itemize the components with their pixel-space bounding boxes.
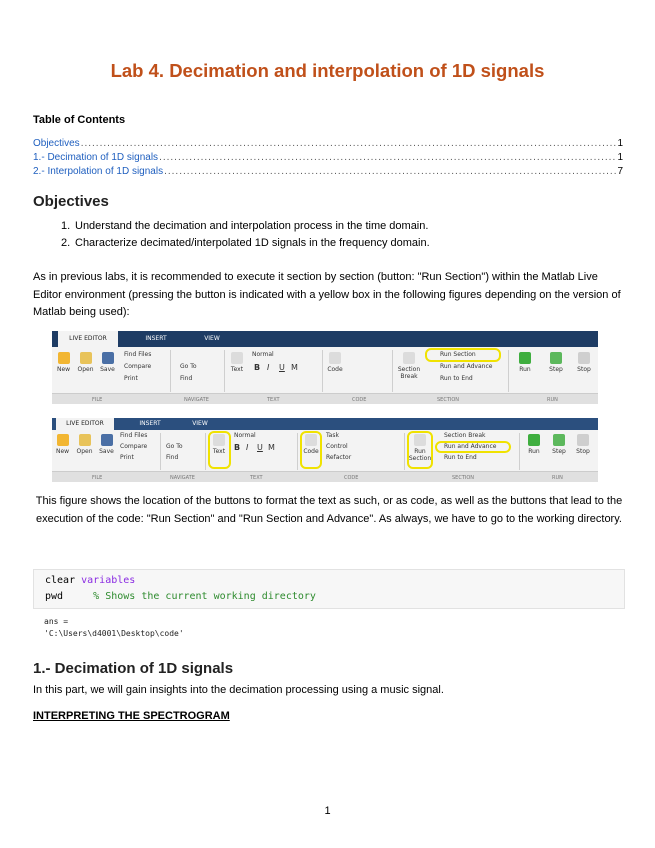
list-item: [61, 218, 430, 235]
objectives-list: [61, 218, 430, 252]
toolbar-ribbon: [52, 347, 598, 394]
save-button: Save: [98, 434, 115, 455]
toc-link[interactable]: 2.- Interpolation of 1D signals: [33, 166, 164, 177]
run-button: Run: [512, 352, 538, 373]
group-label: NAVIGATE: [170, 475, 195, 481]
code-button: Code: [302, 434, 320, 455]
stop-button: Stop: [572, 352, 596, 373]
section-heading: 1.- Decimation of 1D signals: [33, 660, 234, 677]
run-and-advance-item: Run and Advance: [440, 363, 493, 370]
step-button: Step: [548, 434, 570, 455]
compare-item: Compare: [124, 363, 152, 370]
print-item: Print: [120, 454, 134, 461]
underline-button: U: [279, 363, 285, 372]
group-label: SECTION: [452, 475, 475, 481]
code-button: Code: [326, 352, 344, 373]
section-break-icon: [403, 352, 415, 364]
code-line: pwd % Shows the current working directory: [45, 591, 316, 602]
print-item: Print: [124, 375, 138, 382]
figure-caption: This figure shows the location of the buttons to format the text as such, or as code, as well as the buttons that lead to the execution of the code: "Run Section" and "Run Section and Advance". As always, we have to go to the working directory.: [35, 495, 623, 525]
find-files-item: Find Files: [120, 432, 148, 439]
save-icon: [101, 434, 113, 446]
output-line: 'C:\Users\d4001\Desktop\code': [44, 629, 184, 638]
stop-icon: [578, 352, 590, 364]
run-to-end-item: Run to End: [444, 454, 477, 461]
toc-link[interactable]: Objectives: [33, 138, 80, 149]
toc-leader-dots: [159, 151, 616, 165]
toolbar-screenshot-1: [52, 331, 598, 404]
monospace-button: M: [268, 443, 275, 452]
group-label: TEXT: [267, 397, 280, 403]
style-normal-item: Normal: [234, 432, 256, 439]
list-number: 1.: [61, 220, 71, 232]
subsection-heading: INTERPRETING THE SPECTROGRAM: [33, 710, 230, 722]
stop-button: Stop: [572, 434, 594, 455]
group-label: FILE: [92, 475, 103, 481]
group-divider: [519, 433, 520, 470]
save-icon: [102, 352, 114, 364]
document-title: Lab 4. Decimation and interpolation of 1D signals: [110, 60, 545, 81]
toolbar-tab-strip: [52, 331, 598, 347]
table-of-contents: [33, 137, 623, 179]
toc-heading: Table of Contents: [33, 114, 126, 126]
group-label: CODE: [344, 475, 359, 481]
tab-insert: INSERT: [139, 420, 161, 427]
run-section-highlight-box: [407, 431, 433, 469]
toolbar-tab-strip: [52, 418, 598, 430]
text-button: Text: [210, 434, 228, 455]
new-button: New: [55, 352, 72, 373]
tab-live-editor: LIVE EDITOR: [56, 418, 114, 430]
monospace-button: M: [291, 363, 298, 372]
toolbar-screenshot-2: [52, 418, 598, 482]
toc-entry-interpolation[interactable]: [33, 165, 623, 179]
group-label: SECTION: [437, 397, 460, 403]
code-block[interactable]: [33, 569, 625, 609]
intro-paragraph: As in previous labs, it is recommended to execute it section by section (button: "Run Section") within the Matlab Live Editor environment (pressing the button is indicated with a yellow box in the following figures depending on the version of Matlab being used):: [33, 271, 621, 318]
run-button: Run: [522, 434, 546, 455]
list-number: 2.: [61, 237, 71, 249]
section-paragraph: In this part, we will gain insights into the decimation processing using a music signal.: [33, 684, 444, 696]
find-item: Find: [166, 454, 179, 461]
toc-entry-objectives[interactable]: [33, 137, 623, 151]
new-icon: [57, 434, 69, 446]
group-divider: [160, 433, 161, 470]
tab-insert: INSERT: [145, 335, 167, 342]
tab-view: VIEW: [204, 335, 220, 342]
step-icon: [553, 434, 565, 446]
group-label: CODE: [352, 397, 367, 403]
toc-page-number: 7: [617, 166, 623, 177]
list-item-text: Understand the decimation and interpolation process in the time domain.: [75, 220, 429, 232]
list-item: [61, 235, 430, 252]
code-keyword: variables: [81, 575, 136, 586]
group-label: RUN: [552, 475, 563, 481]
text-button-highlight-box: [208, 431, 231, 469]
go-to-item: Go To: [180, 363, 197, 370]
section-break-button: Section Break: [396, 352, 422, 380]
new-button: New: [54, 434, 71, 455]
group-divider: [224, 350, 225, 392]
toc-leader-dots: [81, 137, 617, 151]
objectives-heading: Objectives: [33, 193, 109, 210]
stop-icon: [577, 434, 589, 446]
list-item-text: Characterize decimated/interpolated 1D signals in the frequency domain.: [75, 237, 430, 249]
compare-item: Compare: [120, 443, 148, 450]
save-button: Save: [99, 352, 116, 373]
toc-leader-dots: [164, 165, 616, 179]
style-normal-item: Normal: [252, 351, 274, 358]
step-icon: [550, 352, 562, 364]
run-and-advance-item: Run and Advance: [444, 443, 497, 450]
italic-button: I: [246, 443, 249, 452]
run-to-end-item: Run to End: [440, 375, 473, 382]
group-divider: [404, 433, 405, 470]
bold-button: B: [234, 443, 241, 452]
section-break-item: Section Break: [444, 432, 486, 439]
run-section-highlight-box: [425, 348, 501, 362]
toc-page-number: 1: [617, 152, 623, 163]
refactor-item: Refactor: [326, 454, 352, 461]
tab-view: VIEW: [192, 420, 208, 427]
new-icon: [58, 352, 70, 364]
group-label: NAVIGATE: [184, 397, 209, 403]
step-button: Step: [544, 352, 568, 373]
find-files-item: Find Files: [124, 351, 152, 358]
bold-button: B: [254, 363, 261, 372]
folder-icon: [79, 434, 91, 446]
go-to-item: Go To: [166, 443, 183, 450]
toc-entry-decimation[interactable]: [33, 151, 623, 165]
underline-button: U: [257, 443, 263, 452]
group-label: TEXT: [250, 475, 263, 481]
group-divider: [297, 433, 298, 470]
control-item: Control: [326, 443, 348, 450]
group-divider: [322, 350, 323, 392]
toolbar-group-labels: [52, 471, 598, 482]
toolbar-ribbon: [52, 430, 598, 472]
task-item: Task: [326, 432, 339, 439]
toolbar-group-labels: [52, 393, 598, 404]
play-icon: [528, 434, 540, 446]
group-divider: [170, 350, 171, 392]
group-divider: [508, 350, 509, 392]
find-item: Find: [180, 375, 193, 382]
page-number: 1: [324, 805, 331, 817]
toc-page-number: 1: [617, 138, 623, 149]
toc-link[interactable]: 1.- Decimation of 1D signals: [33, 152, 159, 163]
play-icon: [519, 352, 531, 364]
group-divider: [392, 350, 393, 392]
open-button: Open: [76, 352, 95, 373]
run-section-button: Run Section: [408, 434, 432, 462]
text-button: Text: [228, 352, 246, 373]
italic-button: I: [267, 363, 270, 372]
text-icon: [231, 352, 243, 364]
group-divider: [205, 433, 206, 470]
code-icon: [329, 352, 341, 364]
tab-live-editor: LIVE EDITOR: [58, 331, 118, 347]
group-label: RUN: [547, 397, 558, 403]
code-button-highlight-box: [300, 431, 322, 469]
code-comment: % Shows the current working directory: [93, 591, 316, 602]
output-line: ans =: [44, 617, 69, 626]
open-button: Open: [75, 434, 94, 455]
run-section-item: Run Section: [440, 351, 476, 358]
run-and-advance-highlight-box: [435, 441, 511, 453]
folder-icon: [80, 352, 92, 364]
group-label: FILE: [92, 397, 103, 403]
code-line: clear variables: [45, 575, 136, 586]
